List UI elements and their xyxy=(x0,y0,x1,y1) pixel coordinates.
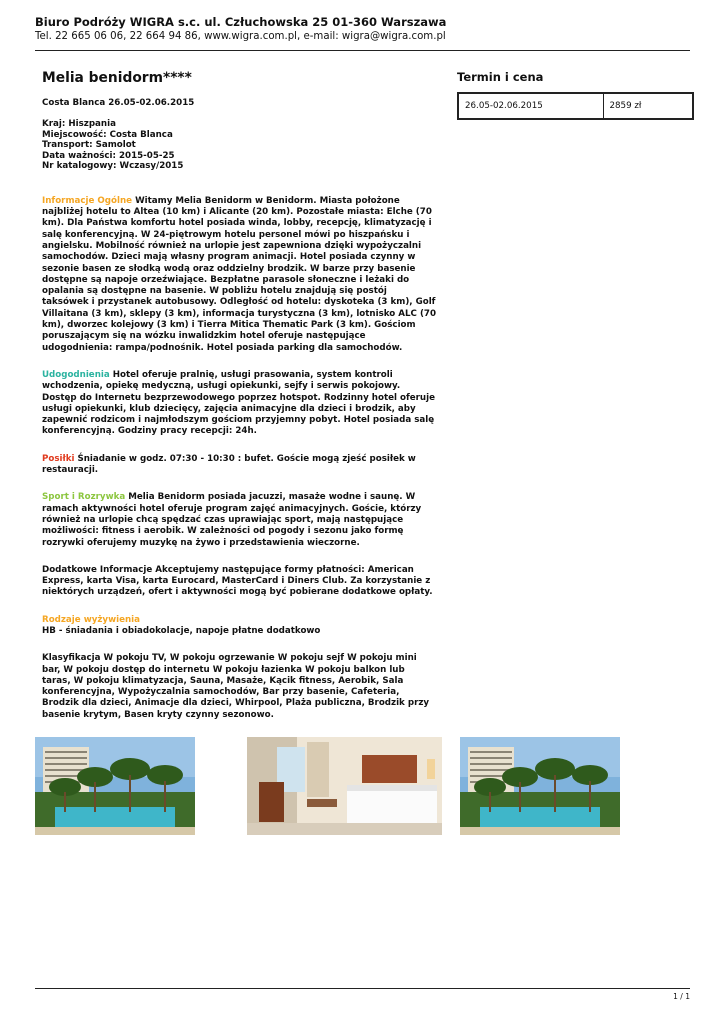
meta-catalog-number: Nr katalogowy: Wczasy/2015 xyxy=(42,161,184,172)
hotel-pool-photo xyxy=(35,737,195,835)
pricing-panel xyxy=(457,70,694,120)
company-name: Biuro Podróży WIGRA s.c. ul. Człuchowska 25 01-360 Warszawa xyxy=(35,15,447,29)
meta-country: Kraj: Hiszpania xyxy=(42,119,116,130)
footer-divider xyxy=(35,988,690,989)
section-board-label: Rodzaje wyżywienia xyxy=(42,614,141,625)
section-sport xyxy=(42,492,436,548)
meta-valid-date: Data ważności: 2015-05-25 xyxy=(42,150,175,161)
section-meals-text: Śniadanie w godz. 07:30 - 10:30 : bufet. Goście mogą zjeść posiłek w restauracji. xyxy=(42,453,416,476)
hotel-pool-photo xyxy=(460,737,620,835)
offer-details xyxy=(42,70,436,748)
section-additional-text: Dodatkowe Informacje Akceptujemy następujące formy płatności: American Express, karta Visa, karta Eurocard, MasterCard i Diners Club. Za korzystanie z niektórych urządzeń, ofert i aktywności mogą być pobierane dodatkowe opłaty. xyxy=(42,564,433,598)
meta-transport: Transport: Samolot xyxy=(42,140,136,151)
section-classification xyxy=(42,653,436,721)
section-meals xyxy=(42,454,436,477)
section-sport-text: Melia Benidorm posiada jacuzzi, masaże wodne i saunę. W ramach aktywności hotel oferuje program zajęć animacyjnych. Goście, którzy również na urlopie chcą spędzać czas uprawiając sport, mają następujące możliwości: fitness i aerobik. W zależności od pogody i sezonu jako formę rozrywki oferujemy muzykę na żywo i przedstawienia wieczorne. xyxy=(42,492,422,548)
meta-location: Miejscowość: Costa Blanca xyxy=(42,129,173,140)
offer-meta xyxy=(42,119,436,172)
hotel-room-photo xyxy=(247,737,442,835)
pricing-table xyxy=(457,92,694,120)
section-board xyxy=(42,615,436,638)
section-additional xyxy=(42,565,436,599)
page-number: 1 / 1 xyxy=(673,992,690,1001)
pricing-price: 2859 zł xyxy=(603,93,693,119)
hotel-title: Melia benidorm**** xyxy=(42,70,192,86)
section-amenities-text: Hotel oferuje pralnię, usługi prasowania, system kontroli wchodzenia, opiekę medyczną, usługi opiekunki, sejfy i serwis pokojowy. Dostęp do Internetu bezprzewodowego poprzez hotspot. Rodzinny hotel oferuje usługi opiekunki, klub dziecięcy, zajęcia animacyjne dla dzieci i brodzik, aby zapewnić rodzicom i najmłodszym gościom przyjemny pobyt. Hotel posiada salę konferencyjną. Godziny pracy recepcji: 24h. xyxy=(42,369,435,437)
section-meals-label: Posiłki xyxy=(42,453,75,464)
pricing-term: 26.05-02.06.2015 xyxy=(458,93,603,119)
photo-gallery xyxy=(0,737,725,837)
section-sport-label: Sport i Rozrywka xyxy=(42,492,126,503)
section-board-text: HB - śniadania i obiadokolacje, napoje płatne dodatkowo xyxy=(42,626,321,636)
page-header xyxy=(35,15,690,51)
section-general-text: Witamy Melia Benidorm w Benidorm. Miasta położone najbliżej hotelu to Altea (10 km) i Alicante (20 km). Pozostałe miasta: Elche (70 km). Dla Państwa komfortu hotel posiada winda, lobby, recepcję, klimatyzację i salę konferencyjną. W 24-piętrowym hotelu personel mówi po hiszpańsku i angielsku. Mobilność również na urlopie jest zapewniona dzięki wypożyczalni samochodów. Dzieci mają własny program animacji. Hotel posiada czynny w sezonie basen ze słodką wodą oraz oddzielny brodzik. W barze przy basenie dostępne są napoje orzeźwiające. Bezpłatne parasole słoneczne i leżaki do opalania są dostępne na basenie. W pobliżu hotelu znajdują się postój taksówek i przystanek autobusowy. Odległość od hotelu: dyskoteka (3 km), Golf Villaitana (3 km), sklepy (3 km), informacja turystyczna (3 km), lotnisko ALC (70 km), dworzec kolejowy (3 km) i Tierra Mitica Thematic Park (3 km). Gościom poruszającym się na wózku inwalidzkim hotel oferuje następujące udogodnienia: rampa/podnośnik. Hotel posiada parking dla samochodów. xyxy=(42,195,437,353)
pricing-title: Termin i cena xyxy=(457,70,544,84)
section-general xyxy=(42,196,436,354)
section-general-label: Informacje Ogólne xyxy=(42,195,133,206)
section-amenities xyxy=(42,370,436,438)
section-classification-text: Klasyfikacja W pokoju TV, W pokoju ogrzewanie W pokoju sejf W pokoju mini bar, W pokoju dostęp do internetu W pokoju łazienka W pokoju balkon lub taras, W pokoju klimatyzacja, Sauna, Masaże, Kącik fitness, Aerobik, Sala konferencyjna, Wypożyczalnia samochodów, Bar przy basenie, Cafeteria, Brodzik dla dzieci, Animacje dla dzieci, Whirpool, Plaża publiczna, Brodzik przy basenie krytym, Basen kryty czynny sezonowo. xyxy=(42,653,430,720)
offer-dates: Costa Blanca 26.05-02.06.2015 xyxy=(42,98,195,108)
pricing-row xyxy=(458,93,693,119)
company-contact: Tel. 22 665 06 06, 22 664 94 86, www.wigra.com.pl, e-mail: wigra@wigra.com.pl xyxy=(35,31,446,42)
section-amenities-label: Udogodnienia xyxy=(42,369,110,380)
